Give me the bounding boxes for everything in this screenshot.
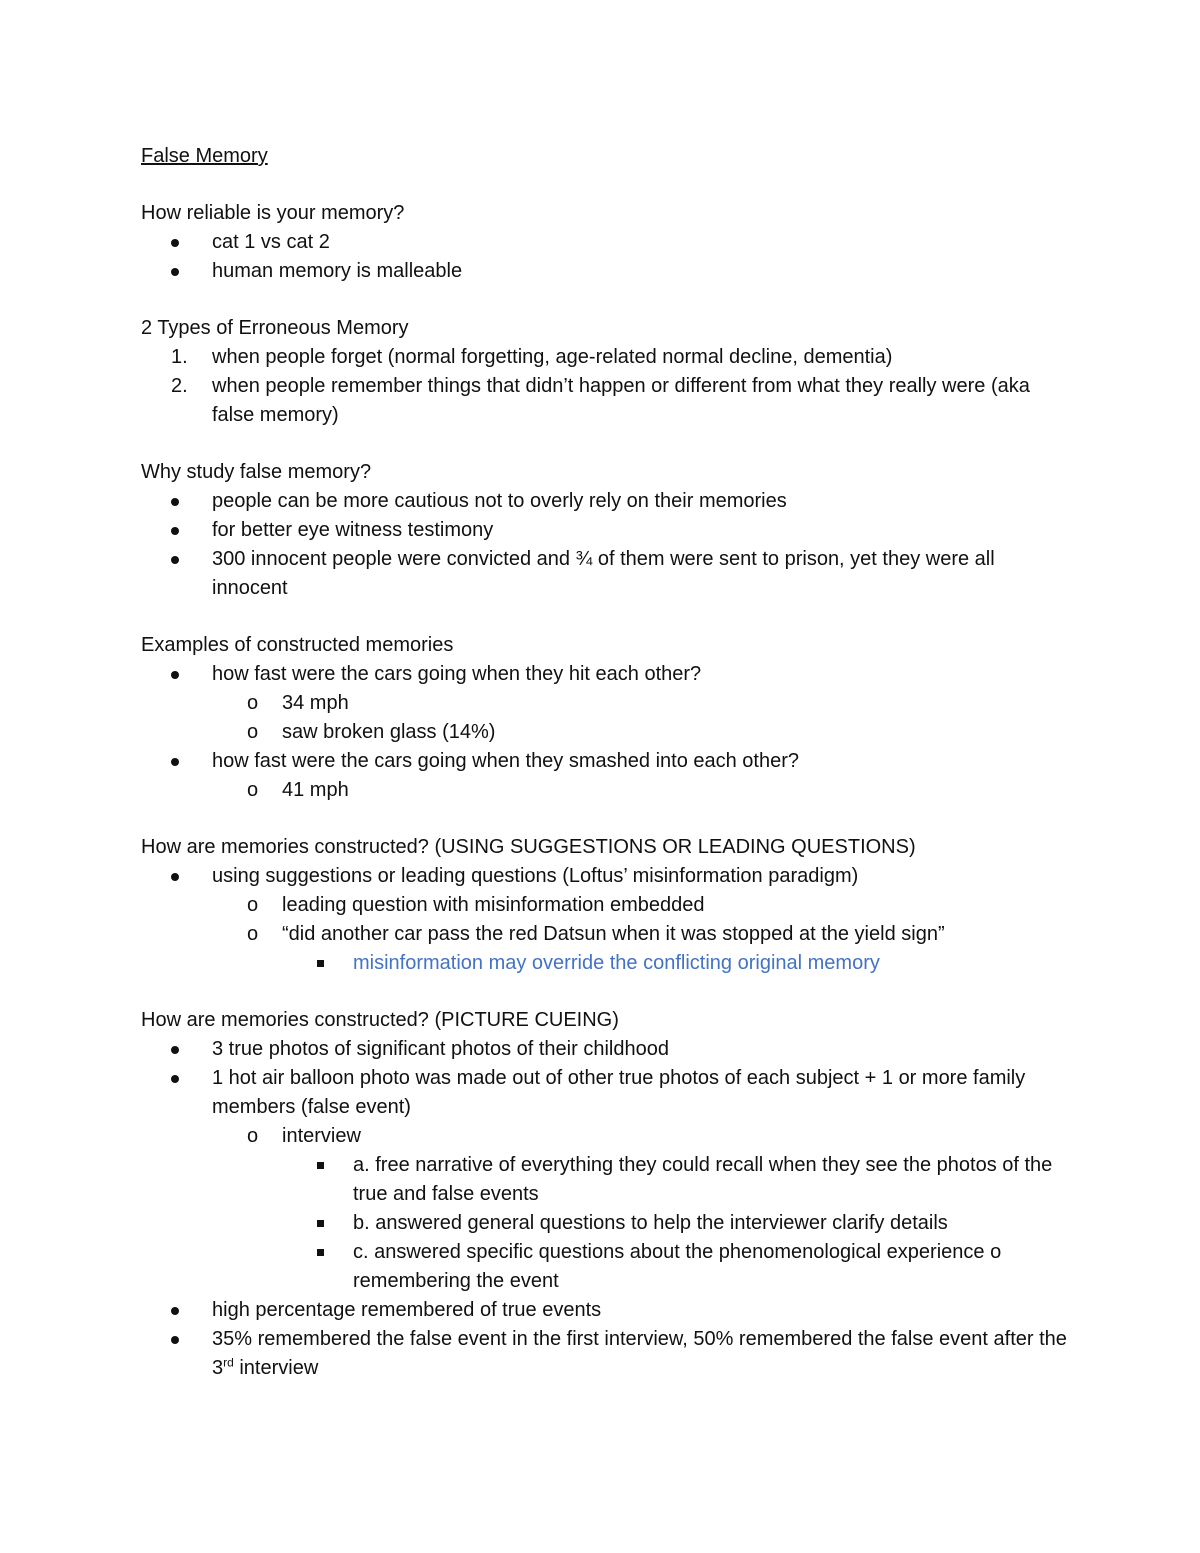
superscript-text: rd [223,1355,234,1370]
section-heading: 2 Types of Erroneous Memory [141,317,409,339]
sub-sub-list-item: c. answered specific questions about the phenomenological experience o remembering the event [141,1238,1071,1296]
list-item: people can be more cautious not to overly rely on their memories [141,487,1071,516]
list-item: how fast were the cars going when they smashed into each other? [141,747,1071,776]
sub-sub-list-item: misinformation may override the conflicting original memory [141,949,1071,978]
bullet-icon [171,527,179,535]
list-number: 2. [171,375,188,397]
square-bullet-icon [317,1162,324,1169]
numbered-item: 2. when people remember things that didn’t happen or different from what they really were (aka false memory) [141,372,1071,430]
list-item: 3 true photos of significant photos of their childhood [141,1035,1071,1064]
hollow-bullet-icon: o [247,721,259,743]
bullet-icon [171,758,179,766]
bullet-icon [171,239,179,247]
sub-list-item: o 34 mph [141,689,1071,718]
document-content [141,142,1071,1383]
hollow-bullet-icon: o [247,779,259,801]
section-heading: Why study false memory? [141,461,372,483]
bullet-icon [171,873,179,881]
bullet-icon [171,556,179,564]
list-number: 1. [171,346,188,368]
list-item: human memory is malleable [141,257,1071,286]
list-item: 35% remembered the false event in the first interview, 50% remembered the false event after the 3rd interview [141,1325,1071,1383]
list-item: 300 innocent people were convicted and ¾ of them were sent to prison, yet they were all innocent [141,545,1071,603]
section-heading: Examples of constructed memories [141,634,454,656]
bullet-icon [171,1046,179,1054]
document-title: False Memory [141,145,268,167]
list-item: high percentage remembered of true events [141,1296,1071,1325]
list-item: cat 1 vs cat 2 [141,228,1071,257]
hollow-bullet-icon: o [247,923,259,945]
section-heading: How are memories constructed? (USING SUGGESTIONS OR LEADING QUESTIONS) [141,836,916,858]
bullet-icon [171,1075,179,1083]
sub-list-item: o leading question with misinformation embedded [141,891,1071,920]
sub-list-item: o 41 mph [141,776,1071,805]
list-item: how fast were the cars going when they hit each other? [141,660,1071,689]
sub-list-item: o interview [141,1122,1071,1151]
list-item: for better eye witness testimony [141,516,1071,545]
bullet-icon [171,1336,179,1344]
hollow-bullet-icon: o [247,894,259,916]
square-bullet-icon [317,1220,324,1227]
bullet-icon [171,671,179,679]
numbered-item: 1. when people forget (normal forgetting, age-related normal decline, dementia) [141,343,1071,372]
sub-list-item: o saw broken glass (14%) [141,718,1071,747]
bullet-icon [171,1307,179,1315]
square-bullet-icon [317,960,324,967]
sub-sub-list-item: a. free narrative of everything they could recall when they see the photos of the true and false events [141,1151,1071,1209]
bullet-icon [171,268,179,276]
hollow-bullet-icon: o [247,1125,259,1147]
bullet-icon [171,498,179,506]
sub-list-item: o “did another car pass the red Datsun when it was stopped at the yield sign” [141,920,1071,949]
square-bullet-icon [317,1249,324,1256]
list-item: 1 hot air balloon photo was made out of other true photos of each subject + 1 or more family members (false event) [141,1064,1071,1122]
sub-sub-list-item: b. answered general questions to help the interviewer clarify details [141,1209,1071,1238]
section-heading: How reliable is your memory? [141,202,405,224]
list-item: using suggestions or leading questions (Loftus’ misinformation paradigm) [141,862,1071,891]
section-heading: How are memories constructed? (PICTURE CUEING) [141,1009,619,1031]
hollow-bullet-icon: o [247,692,259,714]
